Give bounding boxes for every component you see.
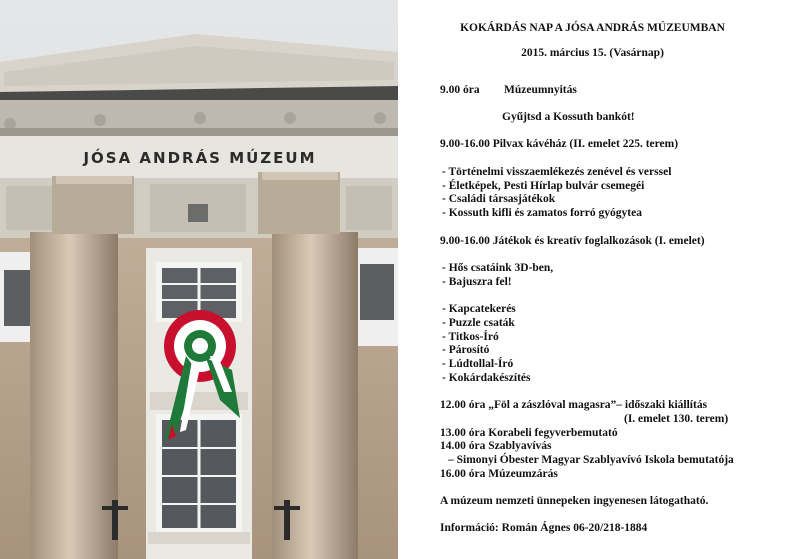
event-date: 2015. március 15. (Vasárnap) xyxy=(521,47,664,59)
list-item: - Bajuszra fel! xyxy=(442,276,512,288)
free-entry-note: A múzeum nemzeti ünnepeken ingyenesen látogatható. xyxy=(440,495,709,507)
program-text xyxy=(398,0,787,559)
sabre-line: 14.00 óra Szablyavívás xyxy=(440,440,552,452)
pilvax-header: 9.00-16.00 Pilvax kávéház (II. emelet 225. terem) xyxy=(440,138,679,150)
opening-time: 9.00 óra xyxy=(440,84,480,96)
exhibit-line: 12.00 óra „Föl a zászlóval magasra”– időszaki kiállítás xyxy=(440,399,708,411)
exhibit-room: (I. emelet 130. terem) xyxy=(624,413,729,425)
list-item: - Párosító xyxy=(442,344,490,356)
left-capital xyxy=(52,176,134,234)
contact-info: Információ: Román Ágnes 06-20/218-1884 xyxy=(440,522,648,534)
games-header: 9.00-16.00 Játékok és kreatív foglalkozások (I. emelet) xyxy=(440,235,705,247)
list-item: - Kokárdakészítés xyxy=(442,372,531,384)
sabre-school-line: – Simonyi Óbester Magyar Szablyavívó Iskola bemutatója xyxy=(448,454,734,466)
list-item: - Hős csatáink 3D-ben, xyxy=(442,262,554,274)
weapons-line: 13.00 óra Korabeli fegyverbemutató xyxy=(440,427,618,439)
poster-title: KOKÁRDÁS NAP A JÓSA ANDRÁS MÚZEUMBAN xyxy=(460,22,725,34)
closing-line: 16.00 óra Múzeumzárás xyxy=(440,468,558,480)
collect-banknote: Gyűjtsd a Kossuth bankót! xyxy=(502,111,635,123)
list-item: - Lúdtollal-Író xyxy=(442,358,514,370)
opening-label: Múzeumnyitás xyxy=(504,84,577,96)
list-item: - Életképek, Pesti Hírlap bulvár csemegéi xyxy=(442,180,645,192)
museum-sign: JÓSA ANDRÁS MÚZEUM xyxy=(83,149,317,167)
list-item: - Kapcatekerés xyxy=(442,303,516,315)
right-capital xyxy=(258,172,340,234)
list-item: - Történelmi visszaemlékezés zenével és verssel xyxy=(442,166,672,178)
list-item: - Családi társasjátékok xyxy=(442,193,556,205)
list-item: - Kossuth kifli és zamatos forró gyógytea xyxy=(442,207,642,219)
list-item: - Puzzle csaták xyxy=(442,317,515,329)
list-item: - Titkos-Író xyxy=(442,331,499,343)
lamp xyxy=(188,204,208,222)
